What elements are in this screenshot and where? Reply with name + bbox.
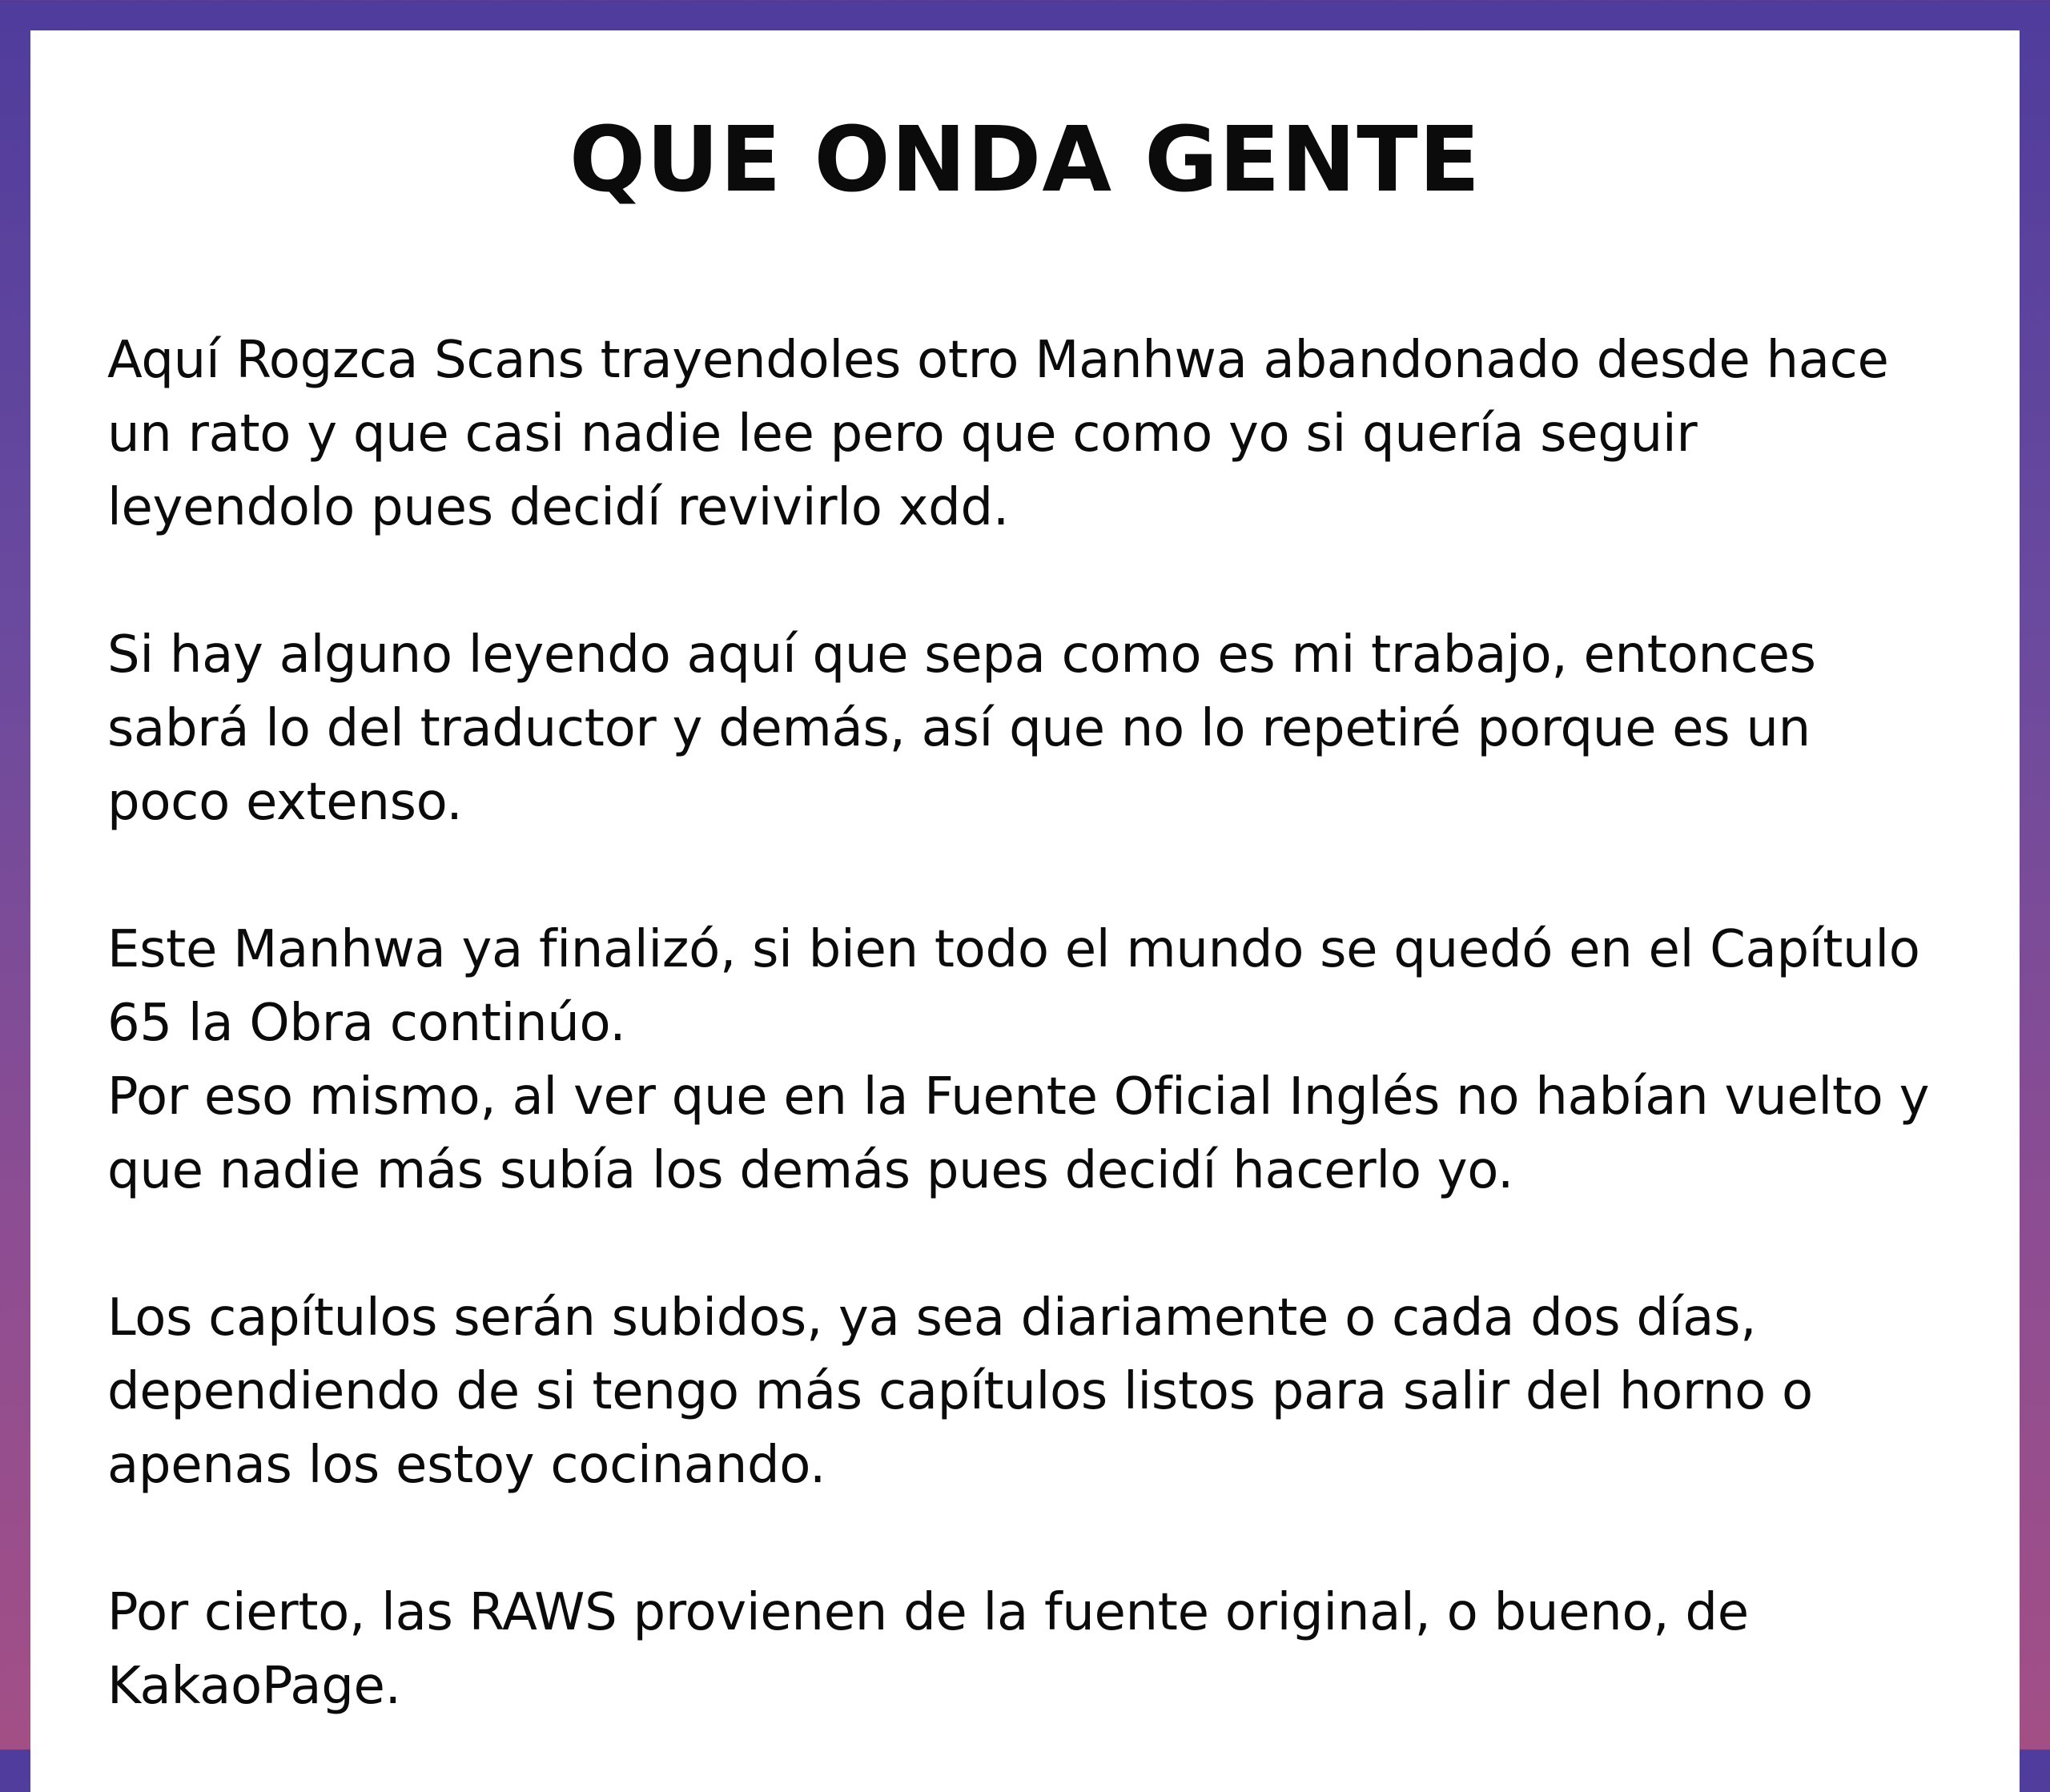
paragraph-raws-source: Por cierto, las RAWS provienen de la fuente original, o bueno, de KakaoPage. [107,1583,1749,1716]
notice-title: QUE ONDA GENTE [569,108,1481,212]
paragraph-intro: Aquí Rogzca Scans trayendoles otro Manhwa abandonado desde hace un rato y que casi nadie lee pero que como yo si quería seguir leyendolo pues decidí revivirlo xdd. [107,331,1889,537]
paragraph-manhwa-status: Este Manhwa ya finalizó, si bien todo el mundo se quedó en el Capítulo 65 la Obra continúo. Por eso mismo, al ver que en la Fuente Oficial Inglés no habían vuelto y que nadie más subía los demás pues decidí hacerlo yo. [107,920,1930,1200]
paragraph-schedule: Los capítulos serán subidos, ya sea diariamente o cada dos días, dependiendo de si tengo más capítulos listos para salir del horno o apenas los estoy cocinando. [107,1288,1813,1495]
notice-card [30,30,2020,1792]
notice-body [107,323,1943,1723]
paragraph-translator: Si hay alguno leyendo aquí que sepa como es mi trabajo, entonces sabrá lo del traductor y demás, así que no lo repetiré porque es un poco extenso. [107,625,1816,832]
